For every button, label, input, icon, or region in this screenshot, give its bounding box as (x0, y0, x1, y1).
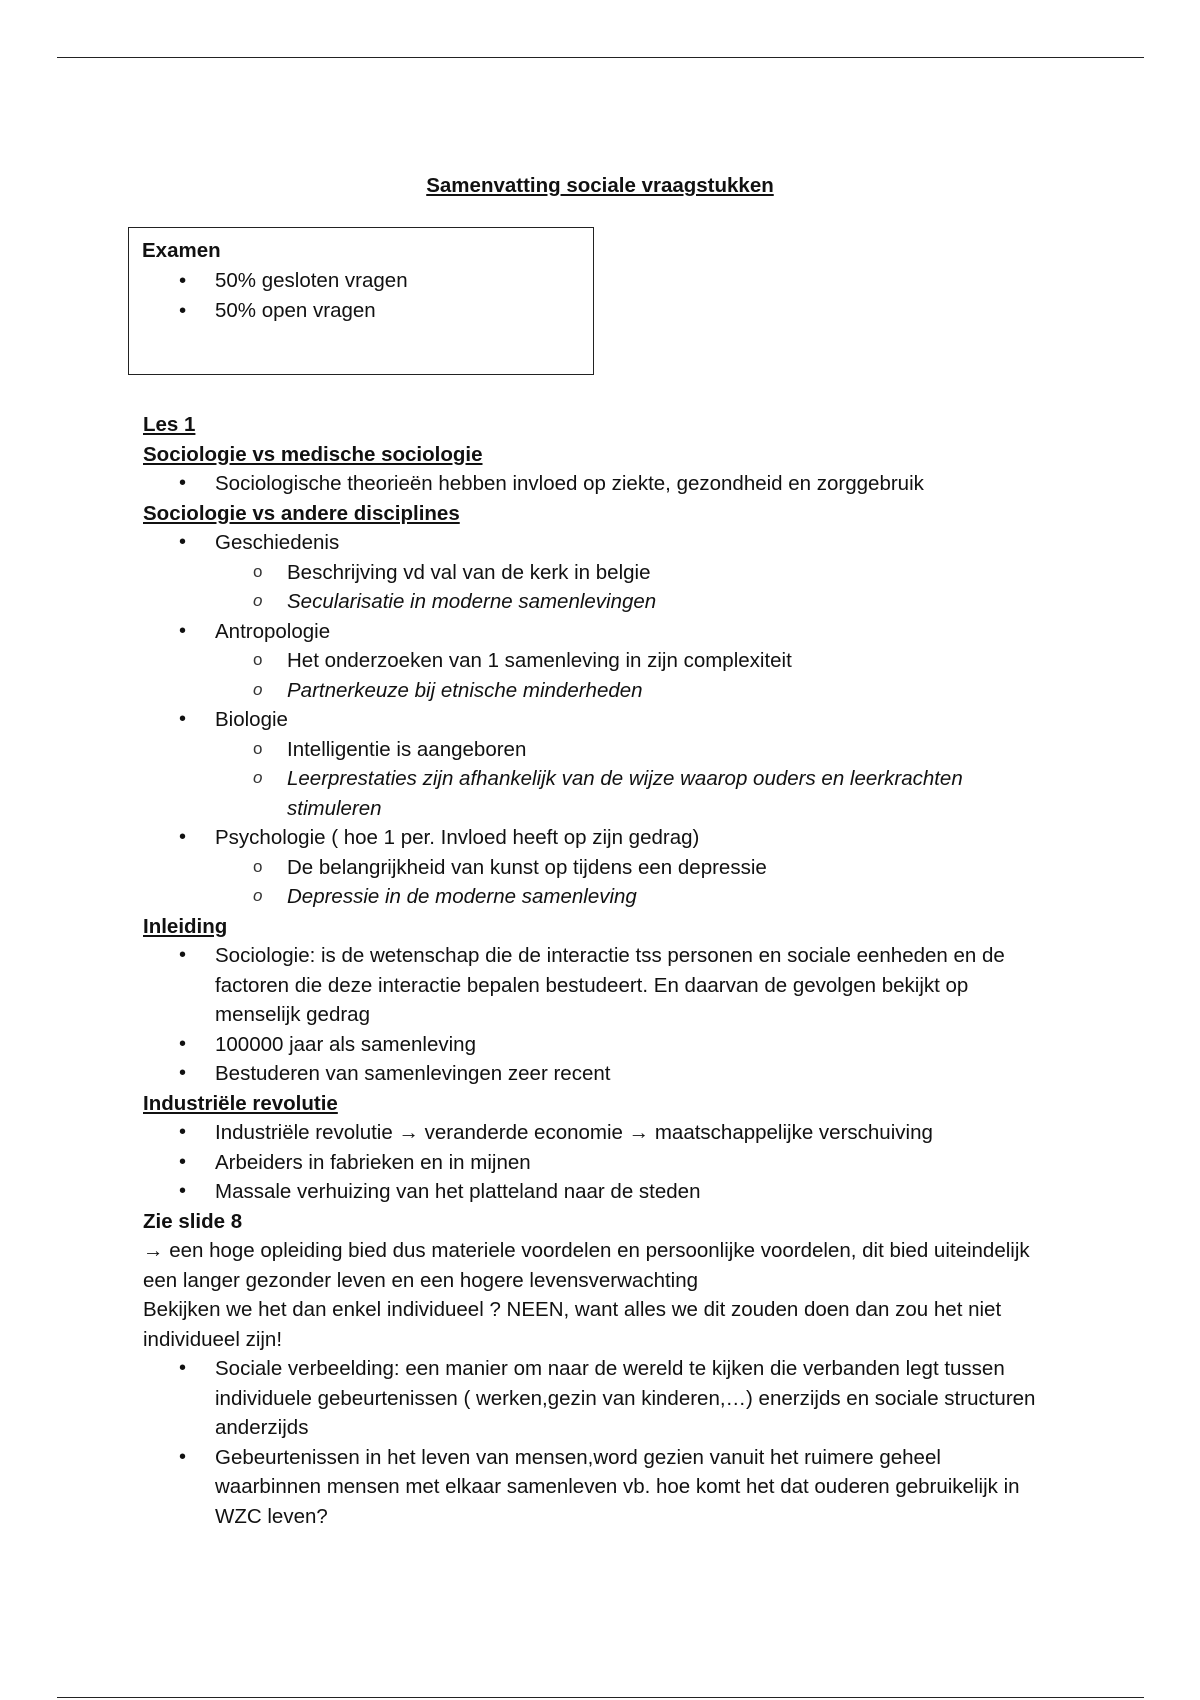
sub-list-item: o De belangrijkheid van kunst op tijdens een depressie (215, 853, 1043, 883)
section-heading-andere-disciplines: Sociologie vs andere disciplines (143, 501, 460, 525)
sub-list-item: o Intelligentie is aangeboren (215, 735, 1043, 765)
list-item: • 50% gesloten vragen (129, 266, 408, 296)
section-heading-medische-sociologie: Sociologie vs medische sociologie (143, 442, 483, 466)
list-item: • Sociologische theorieën hebben invloed op ziekte, gezondheid en zorggebruik (143, 469, 1043, 499)
document-title: Samenvatting sociale vraagstukken (426, 174, 774, 197)
sub-list-item: o Depressie in de moderne samenleving (215, 882, 1043, 912)
sub-list (215, 853, 1043, 912)
exam-box (128, 227, 594, 375)
header-rule (57, 57, 1144, 58)
sub-list-item: o Secularisatie in moderne samenlevingen (215, 587, 1043, 617)
list-item: • 100000 jaar als samenleving (143, 1030, 1043, 1060)
list-item-label: Antropologie (215, 619, 331, 643)
list-item-label: Psychologie ( hoe 1 per. Invloed heeft op zijn gedrag) (215, 826, 700, 849)
bullet-list (143, 941, 1043, 1089)
list-item-geschiedenis (143, 528, 1043, 617)
bullet-list (143, 469, 1043, 499)
bullet-list (143, 1118, 1043, 1207)
section-heading-les1: Les 1 (143, 413, 196, 436)
list-item-psychologie (143, 823, 1043, 912)
sub-list-item: o Het onderzoeken van 1 samenleving in zijn complexiteit (215, 646, 1043, 676)
section-heading-industriele-revolutie: Industriële revolutie (143, 1091, 338, 1115)
document-body (143, 410, 1043, 1531)
sub-list-item: o Partnerkeuze bij etnische minderheden (215, 676, 1043, 706)
list-item: • Massale verhuizing van het platteland naar de steden (143, 1177, 1043, 1207)
sub-list (215, 558, 1043, 617)
section-heading-inleiding: Inleiding (143, 914, 228, 938)
list-item: • Sociale verbeelding: een manier om naar de wereld te kijken die verbanden legt tussen individuele gebeurtenissen ( werken,gezin van kinderen,…) enerzijds en sociale structuren anderzijds (143, 1354, 1043, 1443)
list-item: • Gebeurtenissen in het leven van mensen,word gezien vanuit het ruimere geheel waarbinnen mensen met elkaar samenleven vb. hoe komt het dat ouderen gebruikelijk in WZC leven? (143, 1443, 1043, 1532)
paragraph: → een hoge opleiding bied dus materiele voordelen en persoonlijke voordelen, dit bied uiteindelijk een langer gezonder leven en een hogere levensverwachting (143, 1239, 1030, 1292)
list-item-label: Biologie (215, 708, 288, 731)
paragraph: Bekijken we het dan enkel individueel ? NEEN, want alles we dit zouden doen dan zou het niet individueel zijn! (143, 1298, 1002, 1351)
sub-list (215, 735, 1043, 824)
list-item: • Sociologie: is de wetenschap die de interactie tss personen en sociale eenheden en de factoren die deze interactie bepalen bestudeert. En daarvan de gevolgen bekijkt op menselijk gedrag (143, 941, 1043, 1030)
sub-list-item: o Beschrijving vd val van de kerk in belgie (215, 558, 1043, 588)
exam-heading: Examen (142, 239, 221, 262)
bullet-list (143, 528, 1043, 912)
list-item: • Arbeiders in fabrieken en in mijnen (143, 1148, 1043, 1178)
sub-list-item: o Leerprestaties zijn afhankelijk van de wijze waarop ouders en leerkrachten stimuleren (215, 764, 1043, 823)
list-item: • Industriële revolutie → veranderde economie → maatschappelijke verschuiving (143, 1118, 1043, 1148)
bullet-list (143, 1354, 1043, 1531)
list-item-antropologie (143, 617, 1043, 706)
list-item-biologie (143, 705, 1043, 823)
list-item: • 50% open vragen (129, 296, 408, 326)
list-item-label: Geschiedenis (215, 531, 340, 554)
list-item: • Bestuderen van samenlevingen zeer recent (143, 1059, 1043, 1089)
sub-list (215, 646, 1043, 705)
footer-rule (57, 1697, 1144, 1698)
exam-list (129, 266, 408, 326)
section-heading-slide8: Zie slide 8 (143, 1209, 243, 1233)
